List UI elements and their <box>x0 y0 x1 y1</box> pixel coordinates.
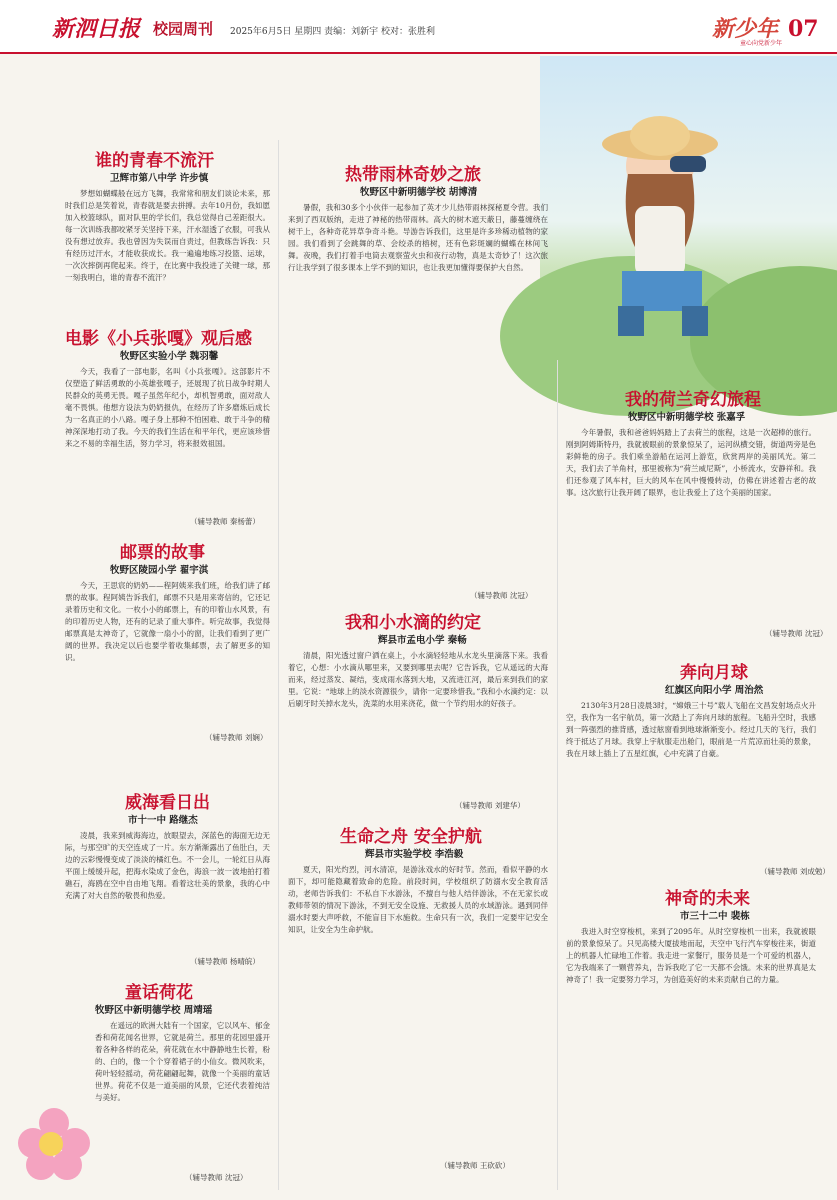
article-byline: 市三十二中 裴栋 <box>680 911 750 922</box>
tutor-credit: （辅导教师 刘建华） <box>455 801 525 810</box>
article-byline: 红旗区向阳小学 周治然 <box>665 685 764 696</box>
article-body: 今年暑假，我和爸爸妈妈踏上了去荷兰的旅程，这是一次超棒的旅行。刚到阿姆斯特丹，我就被眼前的景象惊呆了，运河纵横交错，街道两旁是色彩鲜艳的房子。我们乘坐游船在运河上游览，欣赏两岸的美丽风光。第二天，我们去了羊角村，那里被称为“荷兰威尼斯”，小桥流水，安静祥和。我们还参观了风车村，巨大的风车在风中慢慢转动，仿佛在讲述着古老的故事。这次旅行让我开阔了眼界，也让我爱上了这个美丽的国家。 <box>566 428 816 497</box>
article-byline: 市十一中 路继杰 <box>128 815 198 826</box>
article-title: 谁的青春不流汗 <box>95 151 214 171</box>
article-body: 2130年3月28日凌晨3时，“嫦娥三十号”载人飞船在文昌发射场点火升空，我作为一名宇航员，第一次踏上了奔向月球的旅程。飞船升空时，我感到一阵强烈的推背感，透过舷窗看到地球渐渐变小。经过几天的飞行，我们终于抵达了月球。我穿上宇航服走出舱门，眼前是一片荒凉而壮美的景象，我在月球上插上了五星红旗，心中充满了自豪。 <box>566 701 816 758</box>
masthead <box>0 0 837 54</box>
article-title: 神奇的未来 <box>665 889 750 909</box>
page-number: 07 <box>788 16 819 42</box>
article-title: 我和小水滴的约定 <box>345 613 481 633</box>
article-body: 今天，我看了一部电影，名叫《小兵张嘎》。这部影片不仅塑造了鲜活勇敢的小英雄张嘎子，还展现了抗日战争时期人民群众的英勇无畏。嘎子虽然年纪小，却机智勇敢，面对敌人毫不畏惧。他想方设法为奶奶报仇，在经历了许多磨炼后成长为一名真正的小八路。嘎子身上那种不怕困难、敢于斗争的精神深深地打动了我。今天的我们生活在和平年代，更应该珍惜来之不易的幸福生活，努力学习，将来报效祖国。 <box>65 367 270 448</box>
tutor-credit: （辅导教师 王砍砍） <box>440 1161 510 1170</box>
article-title: 奔向月球 <box>680 663 748 683</box>
supplement-logo-b: 少年 <box>734 16 779 42</box>
issue-meta: 2025年6月5日 星期四 责编：刘新宇 校对：张胜利 <box>230 27 435 37</box>
article-body: 在遥远的欧洲大陆有一个国家，它以风车、郁金香和荷花闻名世界，它就是荷兰。那里的花园里盛开着各种各样的花朵，荷花就在水中静静地生长着，粉的、白的，像一个个穿着裙子的小仙女。微风吹来，荷叶轻轻摇动，荷花翩翩起舞，就像一个美丽的童话世界。荷花不仅是一道美丽的风景，它还代表着纯洁与美好。 <box>95 1021 270 1102</box>
supplement-logo-a: 新 <box>712 16 735 42</box>
article-title: 我的荷兰奇幻旅程 <box>625 390 761 410</box>
article-byline: 辉县市实验学校 李浩毅 <box>365 849 464 860</box>
article-body: 梦想如蝴蝶般在远方飞舞，我常常和朋友们谈论未来，那时我们总是笑着说，青春就是要去拼搏。去年10月份，我如愿加入校篮球队，面对队里的学长们，我总觉得自己差距很大。每一次训练我都咬紧牙关坚持下来，汗水湿透了衣服，可我从没有想过放弃。我也曾因为失误而自责过，但教练告诉我：只有经历过汗水，才能收获成长。我一遍遍地练习投篮、运球，一次次摔倒再爬起来。终于，在比赛中我投进了关键一球，那一刻我明白，谁的青春不流汗？ <box>65 189 270 282</box>
article-title: 邮票的故事 <box>120 543 205 563</box>
article-byline: 牧野区实验小学 魏羽馨 <box>120 351 219 362</box>
pink-flower-icon <box>18 1108 90 1180</box>
column-divider <box>557 360 558 1190</box>
article-title: 威海看日出 <box>125 793 210 813</box>
article-byline: 牧野区中新明德学校 张嘉孚 <box>628 412 746 423</box>
tutor-credit: （辅导教师 沈冠） <box>185 1173 248 1182</box>
tutor-credit: （辅导教师 杨晴皖） <box>190 957 260 966</box>
illustration-girl-binoculars-icon <box>540 56 837 356</box>
article-byline: 牧野区陵园小学 翟宇淇 <box>110 565 209 576</box>
tutor-credit: （辅导教师 沈冠） <box>765 629 828 638</box>
article-title: 生命之舟 安全护航 <box>340 827 482 847</box>
article-body: 清晨，阳光透过窗户洒在桌上，小水滴轻轻地从水龙头里滴落下来。我看着它，心想：小水滴从哪里来，又要到哪里去呢？它告诉我，它从遥远的大海而来，经过蒸发、凝结，变成雨水落到大地，又流进江河，最后来到我们的家里。它说：“地球上的淡水资源很少，请你一定要珍惜我。”我和小水滴约定：以后刷牙时关掉水龙头，洗菜的水用来浇花，做一个节约用水的好孩子。 <box>288 651 548 708</box>
article-body: 暑假，我和30多个小伙伴一起参加了英才少儿热带雨林探秘夏令营。我们来到了西双版纳，走进了神秘的热带雨林。高大的树木遮天蔽日，藤蔓缠绕在树干上，各种奇花异草争奇斗艳。导游告诉我们，这里是许多珍稀动植物的家园。我们看到了会跳舞的草、会绞杀的榕树，还有色彩斑斓的蝴蝶在林间飞舞。夜晚，我们打着手电筒去观察萤火虫和夜行动物，真是太奇妙了！这次旅行让我学到了很多课本上学不到的知识，也让我更加懂得要保护大自然。 <box>288 203 548 272</box>
article-byline: 牧野区中新明德学校 周靖瑶 <box>95 1005 213 1016</box>
article-title: 电影《小兵张嘎》观后感 <box>65 329 252 349</box>
section-title: 校园周刊 <box>153 20 214 38</box>
column-divider <box>278 140 279 1190</box>
article-byline: 牧野区中新明德学校 胡博清 <box>360 187 478 198</box>
article-body: 夏天，阳光灼烈，河水清凉，是游泳戏水的好时节。然而，看似平静的水面下，却可能隐藏着致命的危险。前段时间，学校组织了防溺水安全教育活动，老师告诉我们：不私自下水游泳，不擅自与他人结伴游泳，不在无家长或教师带领的情况下游泳，不到无安全设施、无救援人员的水域游泳。遇到同伴溺水时要大声呼救，不能盲目下水施救。生命只有一次，我们一定要牢记安全知识，让安全为生命护航。 <box>288 865 548 934</box>
tutor-credit: （辅导教师 秦杨蕾） <box>190 517 260 526</box>
article-byline: 辉县市孟电小学 秦畅 <box>378 635 467 646</box>
article-title: 童话荷花 <box>125 983 193 1003</box>
article-body: 我进入时空穿梭机，来到了2095年。从时空穿梭机一出来，我就被眼前的景象惊呆了。只见高楼大厦拔地而起，天空中飞行汽车穿梭往来，街道上的机器人忙碌地工作着。我走进一家餐厅，服务员是一个可爱的机器人，它为我端来了一颗营养丸，告诉我吃了它一天都不会饿。未来的世界真是太神奇了！我一定要努力学习，为创造美好的未来贡献自己的力量。 <box>566 927 816 984</box>
tutor-credit: （辅导教师 沈冠） <box>470 591 533 600</box>
article-body: 凌晨，我来到威海海边，放眼望去，深蓝色的海面无边无际，与那空旷的天空连成了一片。东方渐渐露出了鱼肚白，天边的云彩慢慢变成了淡淡的橘红色。不一会儿，一轮红日从海平面上缓缓升起，把海水染成了金色，海浪一波一波地拍打着礁石，海鸥在空中自由地飞翔。看着这壮美的景象，我的心中充满了对大自然的敬畏和热爱。 <box>65 831 270 900</box>
tutor-credit: （辅导教师 刘娴） <box>205 733 268 742</box>
supplement-slogan: 童心向党新少年 <box>740 40 783 47</box>
article-byline: 卫辉市第八中学 许步慎 <box>110 173 209 184</box>
article-title: 热带雨林奇妙之旅 <box>345 165 481 185</box>
tutor-credit: （辅导教师 刘成勉） <box>760 867 830 876</box>
article-body: 今天，王思宸的奶奶——程阿姨来我们班，给我们讲了邮票的故事。程阿姨告诉我们，邮票不只是用来寄信的，它还记录着历史和文化。一枚小小的邮票上，有的印着山水风景，有的印着历史人物，还有的记录了重大事件。听完故事，我觉得邮票真是太神奇了，它就像一扇小小的窗，让我们看到了更广阔的世界。我决定以后也要学着收集邮票，去了解更多的知识。 <box>65 581 270 662</box>
newspaper-logo: 新泗日报 <box>52 16 141 42</box>
